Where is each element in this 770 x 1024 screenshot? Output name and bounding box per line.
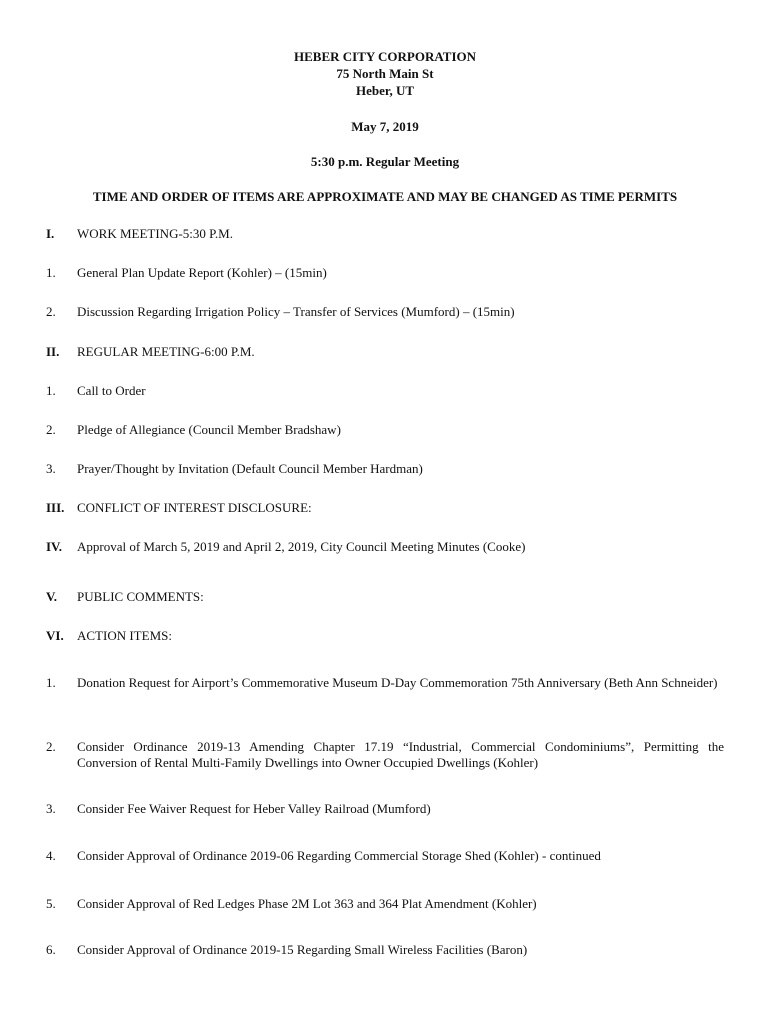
section-number: IV.	[46, 539, 63, 554]
city-state: Heber, UT	[355, 83, 415, 98]
section-number: VI.	[46, 628, 64, 643]
item-number: 6.	[46, 942, 56, 957]
item-number: 3.	[46, 461, 56, 476]
section-number: V.	[46, 589, 57, 604]
item-text: Prayer/Thought by Invitation (Default Council Member Hardman)	[77, 461, 423, 476]
street-address: 75 North Main St	[336, 66, 434, 81]
section-title: WORK MEETING-5:30 P.M.	[77, 226, 233, 241]
item-text: General Plan Update Report (Kohler) – (15min)	[77, 265, 327, 280]
item-number: 5.	[46, 896, 56, 911]
item-number: 1.	[46, 265, 56, 280]
section-title: REGULAR MEETING-6:00 P.M.	[77, 344, 255, 359]
item-number: 1.	[46, 383, 56, 398]
section-number: I.	[46, 226, 55, 241]
meeting-title: 5:30 p.m. Regular Meeting	[310, 154, 460, 169]
item-text: Consider Approval of Ordinance 2019-15 Regarding Small Wireless Facilities (Baron)	[77, 942, 528, 957]
section-title: PUBLIC COMMENTS:	[77, 589, 204, 604]
meeting-date: May 7, 2019	[351, 119, 419, 134]
item-text: Pledge of Allegiance (Council Member Bradshaw)	[77, 422, 341, 437]
org-name: HEBER CITY CORPORATION	[293, 49, 477, 64]
section-number: III.	[46, 500, 65, 515]
item-text: Consider Approval of Red Ledges Phase 2M Lot 363 and 364 Plat Amendment (Kohler)	[77, 896, 537, 911]
item-text: Consider Approval of Ordinance 2019-06 Regarding Commercial Storage Shed (Kohler) - continued	[77, 848, 601, 863]
item-text: Call to Order	[77, 383, 146, 398]
item-number: 3.	[46, 801, 56, 816]
section-title: Approval of March 5, 2019 and April 2, 2019, City Council Meeting Minutes (Cooke)	[77, 539, 526, 554]
item-text: Consider Ordinance 2019-13 Amending Chapter 17.19 “Industrial, Commercial Condominiums”, Permitting the Conversion of Rental Multi-Family Dwellings into Owner Occupied Dwellings (Kohler)	[77, 739, 724, 770]
item-number: 2.	[46, 739, 56, 754]
item-number: 2.	[46, 422, 56, 437]
item-number: 4.	[46, 848, 56, 863]
item-text: Donation Request for Airport’s Commemorative Museum D-Day Commemoration 75th Anniversary (Beth Ann Schneider)	[77, 675, 718, 690]
time-notice: TIME AND ORDER OF ITEMS ARE APPROXIMATE AND MAY BE CHANGED AS TIME PERMITS	[92, 189, 678, 204]
item-text: Consider Fee Waiver Request for Heber Valley Railroad (Mumford)	[77, 801, 431, 816]
section-title: CONFLICT OF INTEREST DISCLOSURE:	[77, 500, 312, 515]
item-number: 2.	[46, 304, 56, 319]
item-text: Discussion Regarding Irrigation Policy – Transfer of Services (Mumford) – (15min)	[77, 304, 515, 319]
section-number: II.	[46, 344, 60, 359]
section-title: ACTION ITEMS:	[77, 628, 172, 643]
item-number: 1.	[46, 675, 56, 690]
